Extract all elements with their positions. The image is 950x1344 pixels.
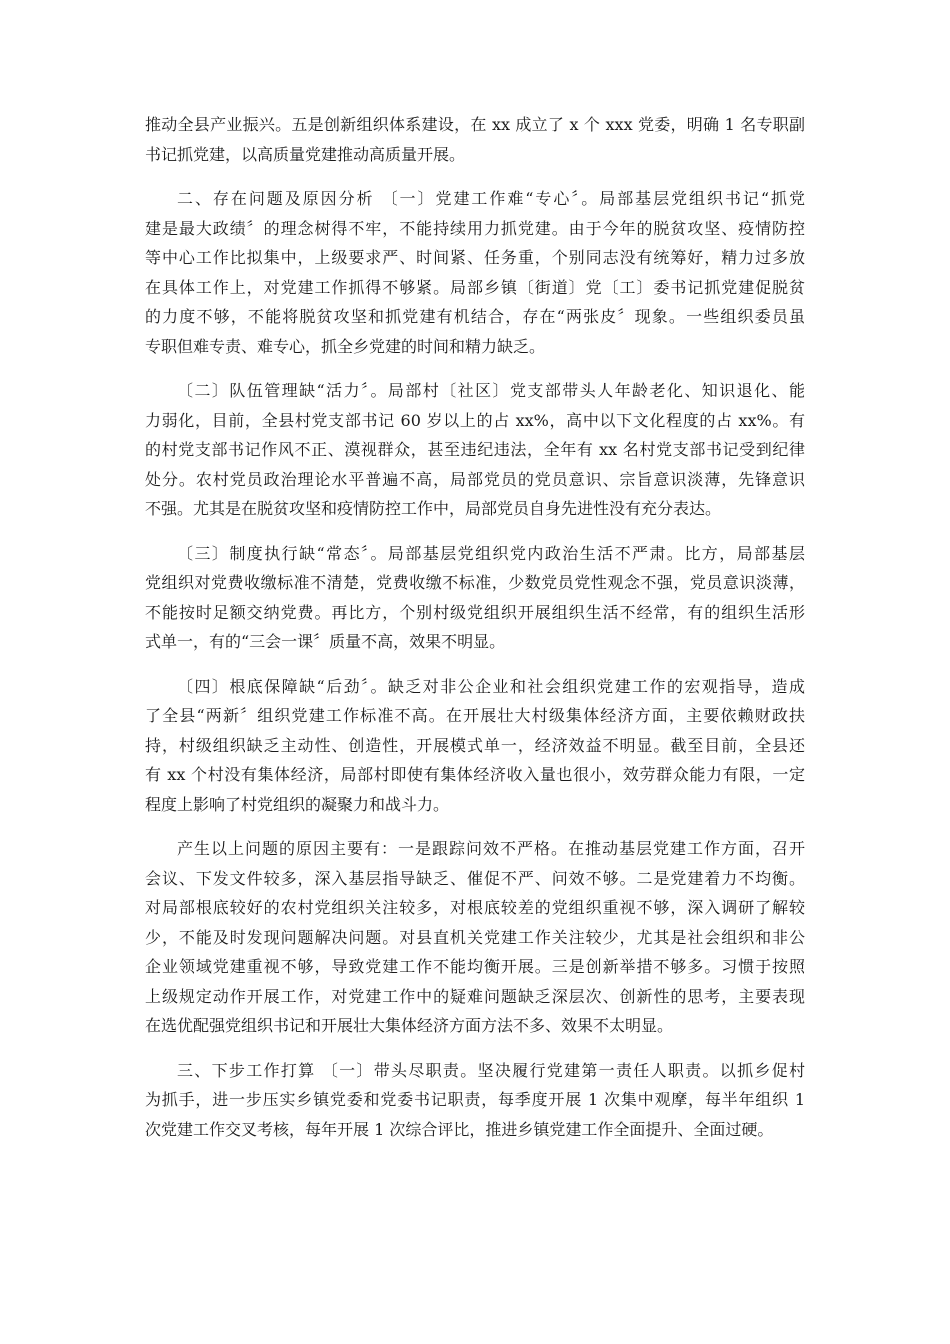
text-line: 的力度不够，不能将脱贫攻坚和抓党建有机结合，存在“两张皮〞现象。一些组织委员虽: [145, 307, 805, 326]
text-line: 次党建工作交叉考核，每年开展 1 次综合评比，推进乡镇党建工作全面提升、全面过硬。: [145, 1119, 774, 1139]
text-line: 持，村级组织缺乏主动性、创造性，开展模式单一，经济效益不明显。截至目前，全县还: [145, 735, 805, 755]
text-line: 的村党支部书记作风不正、漠视群众，甚至违纪违法，全年有 xx 名村党支部书记受到纪律: [145, 440, 805, 459]
text-line: 程度上影响了村党组织的凝聚力和战斗力。: [145, 794, 450, 814]
text-line: 企业领域党建重视不够，导致党建工作不能均衡开展。三是创新举措不够多。习惯于按照: [145, 957, 805, 976]
text-line: 书记抓党建，以高质量党建推动高质量开展。: [145, 144, 466, 164]
text-line: 了全县“两新〞组织党建工作标准不高。在开展壮大村级集体经济方面，主要依赖财政扶: [145, 706, 805, 725]
text-line: 党组织对党费收缴标准不清楚，党费收缴不标准，少数党员党性观念不强，党员意识淡薄，: [145, 573, 805, 592]
paragraph-p4: [145, 539, 805, 657]
text-line: 不强。尤其是在脱贫攻坚和疫情防控工作中，局部党员自身先进性没有充分表达。: [145, 499, 722, 518]
text-line: 推动全县产业振兴。五是创新组织体系建设，在 xx 成立了 x 个 xxx 党委，明确 1 名专职副: [145, 115, 805, 134]
text-line: 有 xx 个村没有集体经济，局部村即使有集体经济收入量也很小，效劳群众能力有限，一定: [145, 765, 805, 784]
text-line: 在选优配强党组织书记和开展壮大集体经济方面方法不多、效果不太明显。: [145, 1016, 674, 1035]
text-line: 产生以上问题的原因主要有：一是跟踪问效不严格。在推动基层党建工作方面，召开: [177, 839, 805, 858]
paragraph-p6: [145, 834, 805, 1041]
paragraph-p5: [145, 672, 805, 820]
paragraph-p1: [145, 110, 805, 169]
text-line: 会议、下发文件较多，深入基层指导缺乏、催促不严、问效不够。二是党建着力不均衡。: [145, 868, 805, 888]
text-line: 在具体工作上，对党建工作抓得不够紧。局部乡镇〔街道〕党〔工〕委书记抓党建促脱贫: [145, 277, 805, 297]
text-line: 三、下步工作打算 〔一〕带头尽职责。坚决履行党建第一责任人职责。以抓乡促村: [177, 1060, 805, 1080]
text-line: 〔四〕根底保障缺“后劲〞。缺乏对非公企业和社会组织党建工作的宏观指导，造成: [177, 676, 805, 696]
text-line: 〔三〕制度执行缺“常态〞。局部基层党组织党内政治生活不严肃。比方，局部基层: [177, 543, 805, 563]
paragraph-p7: [145, 1056, 805, 1145]
text-line: 少，不能及时发现问题解决问题。对县直机关党建工作关注较少，尤其是社会组织和非公: [145, 927, 805, 947]
text-line: 专职但难专责、难专心，抓全乡党建的时间和精力缺乏。: [145, 336, 546, 356]
paragraph-p2: [145, 184, 805, 361]
text-line: 二、存在问题及原因分析 〔一〕党建工作难“专心〞。局部基层党组织书记“抓党: [177, 189, 805, 208]
text-line: 〔二〕队伍管理缺“活力〞。局部村〔社区〕党支部带头人年龄老化、知识退化、能: [177, 381, 805, 400]
text-line: 等中心工作比拟集中，上级要求严、时间紧、任务重，个别同志没有统筹好，精力过多放: [145, 248, 805, 267]
text-line: 对局部根底较好的农村党组织关注较多，对根底较差的党组织重视不够，深入调研了解较: [145, 898, 805, 917]
text-line: 为抓手，进一步压实乡镇党委和党委书记职责，每季度开展 1 次集中观摩，每半年组织 1: [145, 1090, 805, 1109]
text-line: 处分。农村党员政治理论水平普遍不高，局部党员的党员意识、宗旨意识淡薄，先锋意识: [145, 469, 805, 489]
paragraph-p3: [145, 376, 805, 524]
text-line: 式单一，有的“三会一课〞质量不高，效果不明显。: [145, 632, 506, 651]
text-line: 力弱化，目前，全县村党支部书记 60 岁以上的占 xx%，高中以下文化程度的占 xx%。有: [145, 410, 805, 430]
document-body: [145, 110, 805, 1159]
text-line: 建是最大政绩〞的理念树得不牢，不能持续用力抓党建。由于今年的脱贫攻坚、疫情防控: [145, 218, 805, 238]
text-line: 上级规定动作开展工作，对党建工作中的疑难问题缺乏深层次、创新性的思考，主要表现: [145, 986, 805, 1006]
text-line: 不能按时足额交纳党费。再比方，个别村级党组织开展组织生活不经常，有的组织生活形: [145, 602, 805, 622]
